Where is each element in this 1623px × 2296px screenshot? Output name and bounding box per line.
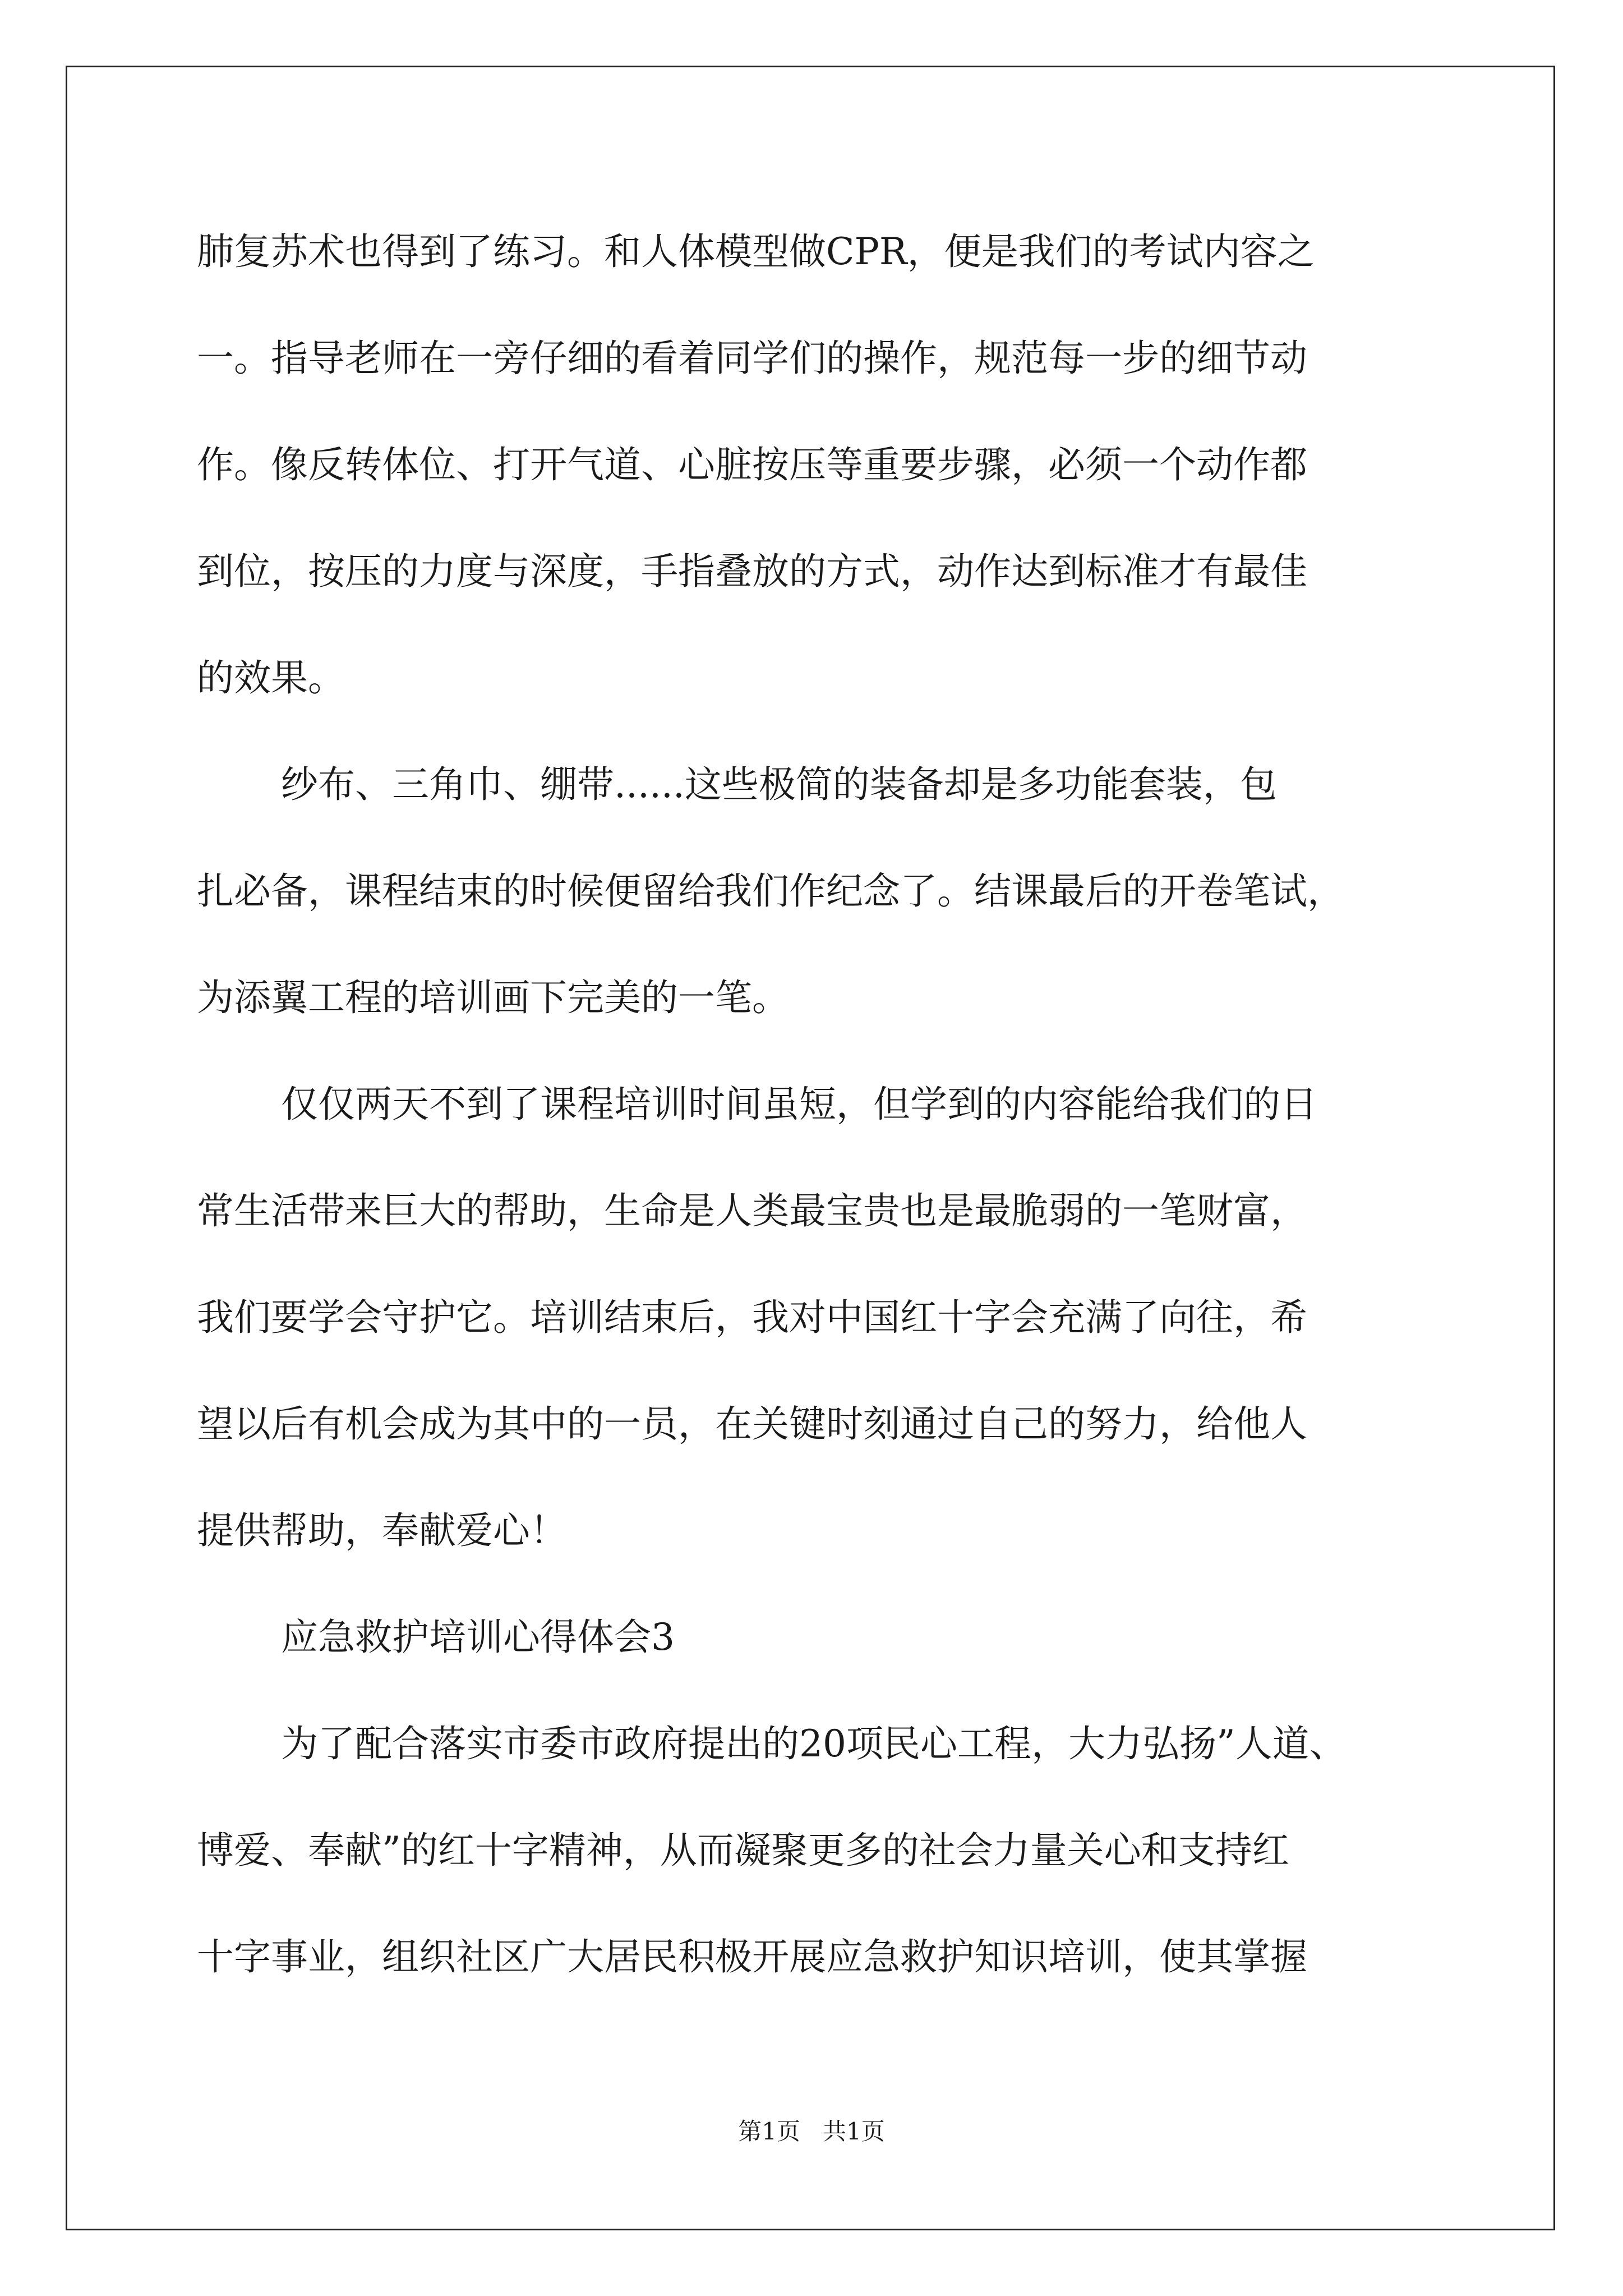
body-line: 肺复苏术也得到了练习。和人体模型做CPR，便是我们的考试内容之 <box>197 230 1315 273</box>
body-line: 博爱、奉献”的红十字精神，从而凝聚更多的社会力量关心和支持红 <box>197 1829 1289 1872</box>
paragraph-start-line: 仅仅两天不到了课程培训时间虽短，但学到的内容能给我们的日 <box>281 1083 1317 1126</box>
paragraph-start-line: 纱布、三角巾、绷带......这些极简的装备却是多功能套装，包 <box>281 763 1277 806</box>
body-line: 提供帮助，奉献爱心！ <box>197 1509 567 1552</box>
body-line: 一。指导老师在一旁仔细的看着同学们的操作，规范每一步的细节动 <box>197 337 1307 380</box>
paragraph-start-line: 为了配合落实市委市政府提出的20项民心工程，大力弘扬”人道、 <box>281 1722 1347 1765</box>
page-border <box>66 66 1555 2230</box>
body-line: 的效果。 <box>197 656 345 700</box>
body-line: 为添翼工程的培训画下完美的一笔。 <box>197 976 789 1019</box>
body-line: 到位，按压的力度与深度，手指叠放的方式，动作达到标准才有最佳 <box>197 550 1307 593</box>
body-line: 扎必备，课程结束的时候便留给我们作纪念了。结课最后的开卷笔试， <box>197 869 1344 913</box>
body-line: 望以后有机会成为其中的一员，在关键时刻通过自己的努力，给他人 <box>197 1402 1307 1446</box>
body-line: 我们要学会守护它。培训结束后，我对中国红十字会充满了向往，希 <box>197 1296 1307 1339</box>
body-line: 十字事业，组织社区广大居民积极开展应急救护知识培训，使其掌握 <box>197 1935 1307 1978</box>
page-footer: 第1页 共1页 <box>738 2118 885 2145</box>
section-heading: 应急救护培训心得体会3 <box>281 1616 675 1659</box>
body-line: 常生活带来巨大的帮助，生命是人类最宝贵也是最脆弱的一笔财富， <box>197 1189 1307 1232</box>
body-line: 作。像反转体位、打开气道、心脏按压等重要步骤，必须一个动作都 <box>197 443 1307 486</box>
